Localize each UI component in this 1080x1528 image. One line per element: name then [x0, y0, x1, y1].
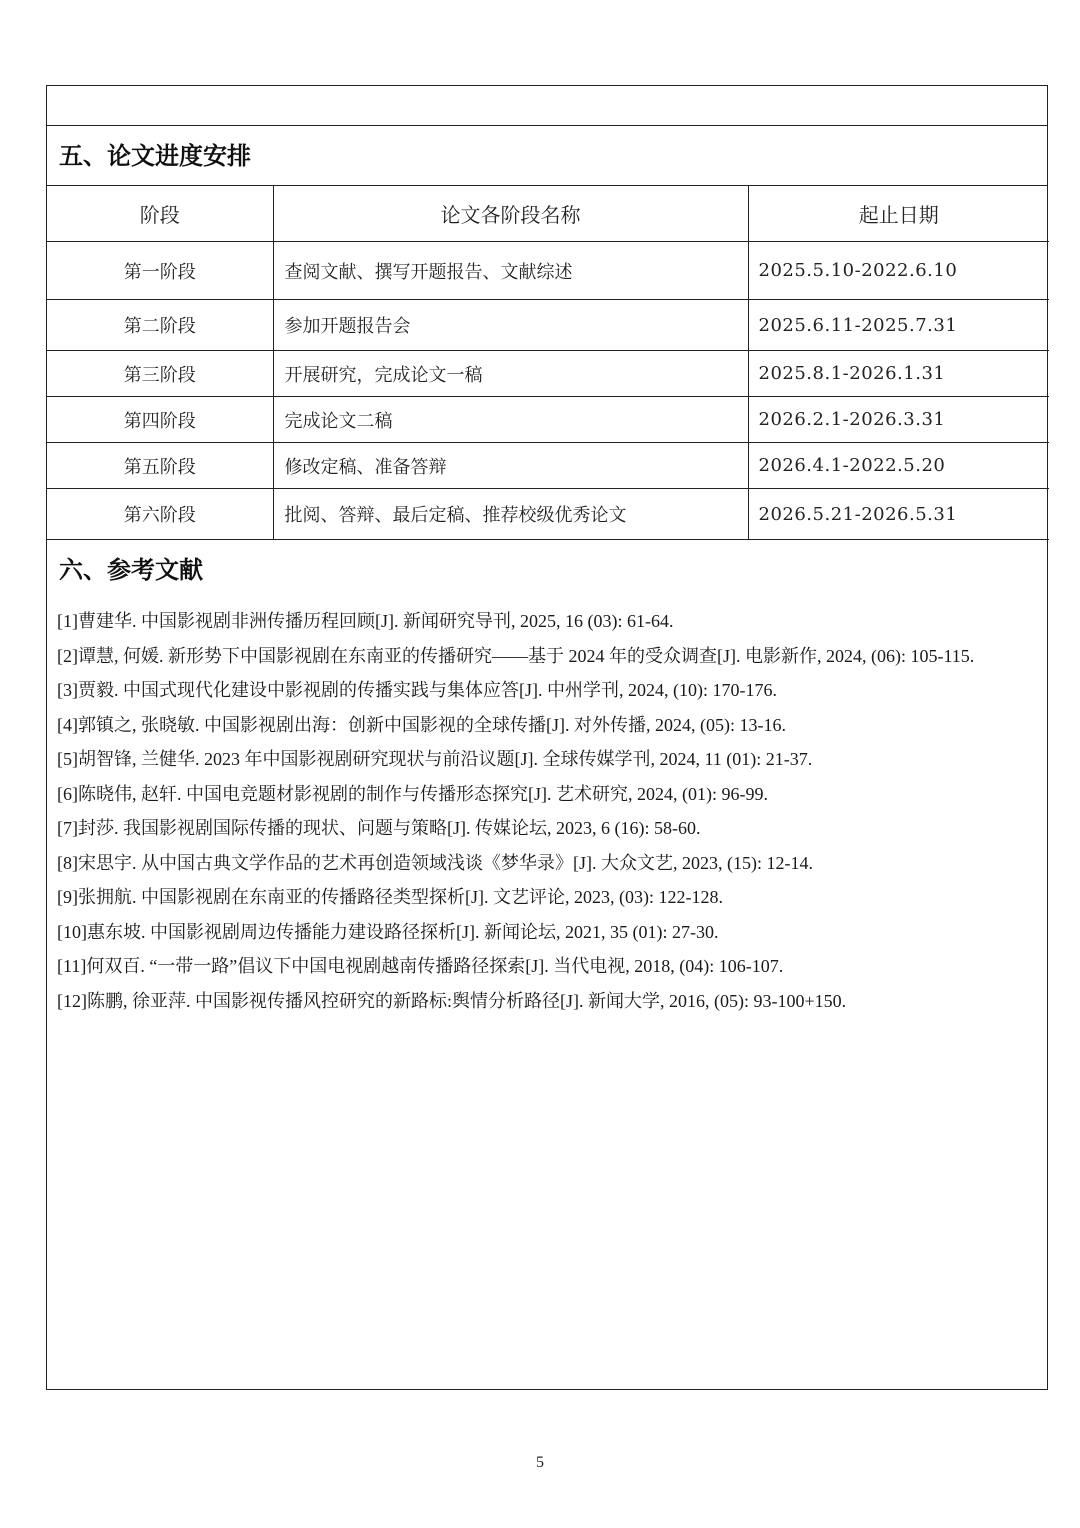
stage-name-cell: 查阅文献、撰写开题报告、文献综述 — [273, 242, 748, 300]
reference-item: [11]何双百. “一带一路”倡议下中国电视剧越南传播路径探索[J]. 当代电视, 2018, (04): 106-107. — [57, 956, 784, 976]
stage-name-cell: 批阅、答辩、最后定稿、推荐校级优秀论文 — [273, 489, 748, 540]
stage-cell: 第一阶段 — [47, 242, 273, 300]
empty-top-row — [47, 86, 1047, 126]
stage-name-cell: 开展研究，完成论文一稿 — [273, 351, 748, 397]
date-cell: 2025.5.10-2022.6.10 — [748, 242, 1049, 300]
date-cell: 2025.8.1-2026.1.31 — [748, 351, 1049, 397]
reference-item: [6]陈晓伟, 赵轩. 中国电竞题材影视剧的制作与传播形态探究[J]. 艺术研究, 2024, (01): 96-99. — [57, 783, 768, 804]
reference-item: [3]贾毅. 中国式现代化建设中影视剧的传播实践与集体应答[J]. 中州学刊, 2024, (10): 170-176. — [57, 680, 777, 700]
reference-item: [9]张拥航. 中国影视剧在东南亚的传播路径类型探析[J]. 文艺评论, 2023, (03): 122-128. — [57, 887, 723, 907]
table-row — [47, 351, 1049, 397]
date-cell: 2025.6.11-2025.7.31 — [748, 300, 1049, 351]
reference-item: [5]胡智锋, 兰健华. 2023 年中国影视剧研究现状与前沿议题[J]. 全球传媒学刊, 2024, 11 (01): 21-37. — [57, 749, 813, 769]
page-number: 5 — [536, 1454, 544, 1471]
table-row — [47, 489, 1049, 540]
reference-item: [8]宋思宇. 从中国古典文学作品的艺术再创造领域浅谈《梦华录》[J]. 大众文艺, 2023, (15): 12-14. — [57, 852, 813, 873]
reference-item: [2]谭慧, 何媛. 新形势下中国影视剧在东南亚的传播研究——基于 2024 年的受众调查[J]. 电影新作, 2024, (06): 105-115. — [57, 645, 975, 666]
form-frame — [46, 85, 1048, 1390]
table-row — [47, 242, 1049, 300]
stage-name-cell: 修改定稿、准备答辩 — [273, 443, 748, 489]
reference-item: [7]封莎. 我国影视剧国际传播的现状、问题与策略[J]. 传媒论坛, 2023, 6 (16): 58-60. — [57, 818, 701, 838]
table-row — [47, 443, 1049, 489]
stage-cell: 第六阶段 — [47, 489, 273, 540]
stage-cell: 第二阶段 — [47, 300, 273, 351]
table-row — [47, 397, 1049, 443]
stage-cell: 第四阶段 — [47, 397, 273, 443]
date-cell: 2026.4.1-2022.5.20 — [748, 443, 1049, 489]
stage-cell: 第五阶段 — [47, 443, 273, 489]
date-cell: 2026.5.21-2026.5.31 — [748, 489, 1049, 540]
table-row — [47, 300, 1049, 351]
section-5-title: 五、论文进度安排 — [47, 126, 1047, 186]
reference-item: [10]惠东坡. 中国影视剧周边传播能力建设路径探析[J]. 新闻论坛, 2021, 35 (01): 27-30. — [57, 921, 719, 942]
date-cell: 2026.2.1-2026.3.31 — [748, 397, 1049, 443]
reference-list — [57, 604, 1042, 1018]
reference-item: [12]陈鹏, 徐亚萍. 中国影视传播风控研究的新路标:舆情分析路径[J]. 新闻大学, 2016, (05): 93-100+150. — [57, 990, 847, 1011]
schedule-table — [47, 186, 1049, 540]
header-date-range: 起止日期 — [748, 186, 1049, 242]
stage-cell: 第三阶段 — [47, 351, 273, 397]
reference-item: [4]郭镇之, 张晓敏. 中国影视剧出海：创新中国影视的全球传播[J]. 对外传播, 2024, (05): 13-16. — [57, 714, 786, 735]
header-stage-name: 论文各阶段名称 — [273, 186, 748, 242]
section-6-title: 六、参考文献 — [59, 556, 203, 584]
header-stage: 阶段 — [47, 186, 273, 242]
schedule-header-row — [47, 186, 1049, 242]
reference-item: [1]曹建华. 中国影视剧非洲传播历程回顾[J]. 新闻研究导刊, 2025, 16 (03): 61-64. — [57, 611, 674, 631]
stage-name-cell: 完成论文二稿 — [273, 397, 748, 443]
stage-name-cell: 参加开题报告会 — [273, 300, 748, 351]
